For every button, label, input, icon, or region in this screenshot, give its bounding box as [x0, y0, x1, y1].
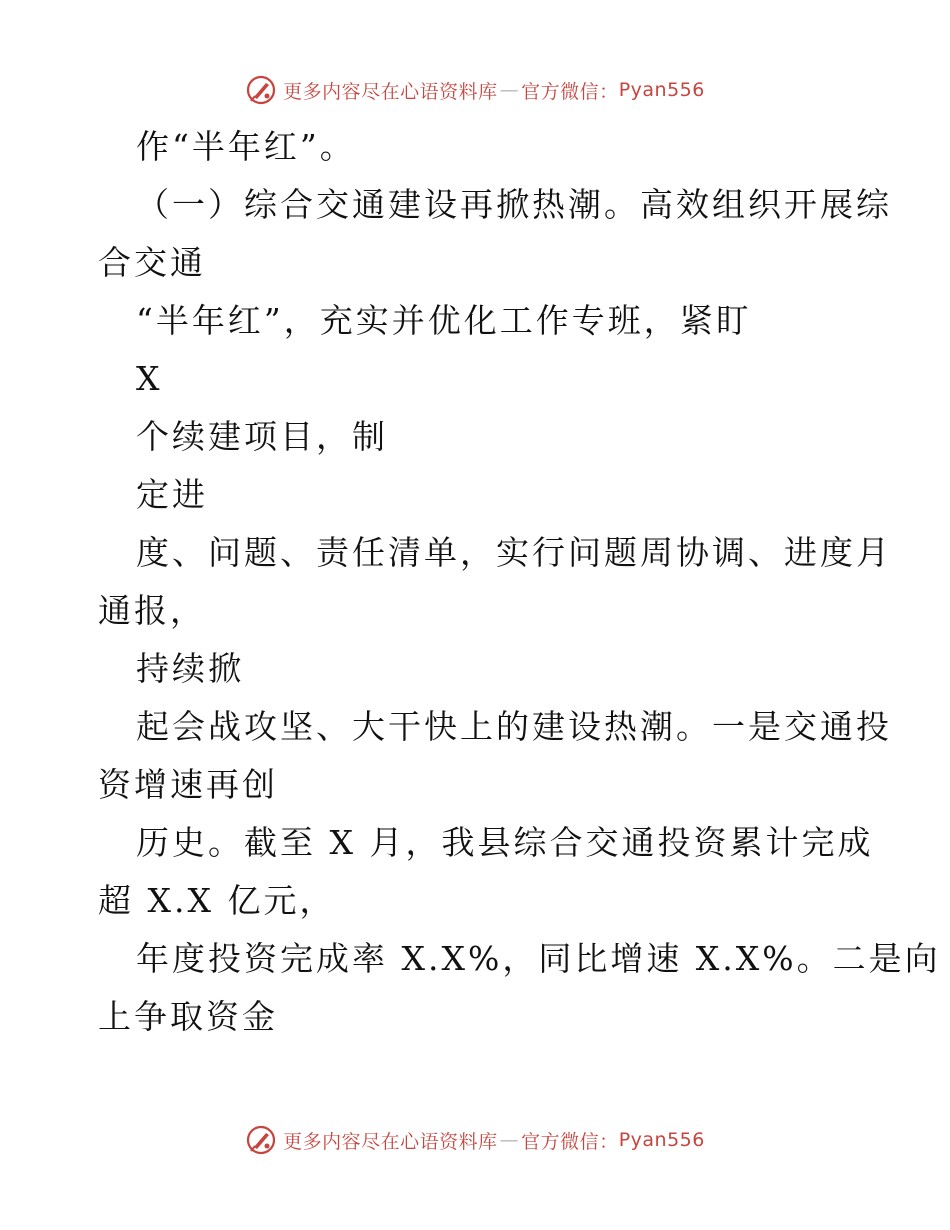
quill-pen-circle-icon	[245, 74, 277, 106]
watermark-wechat-label: 官方微信：	[521, 80, 619, 103]
text-line: 定进	[136, 475, 208, 514]
quill-pen-circle-icon	[245, 1124, 277, 1156]
watermark-separator: —	[499, 1129, 520, 1151]
text-line: （一）综合交通建设再掀热潮。高效组织开展综	[136, 185, 892, 224]
text-line: 起会战攻坚、大干快上的建设热潮。一是交通投	[136, 707, 892, 746]
text-line: 作“半年红”。	[136, 127, 356, 166]
header-watermark	[0, 70, 950, 110]
watermark-separator: —	[499, 79, 520, 101]
text-line: 资增速再创	[98, 765, 278, 804]
text-line: “半年红”，充实并优化工作专班，紧盯	[136, 301, 752, 340]
text-line: 个续建项目，制	[136, 417, 388, 456]
text-line: 上争取资金	[98, 997, 278, 1036]
text-line: 超 X.X 亿元，	[98, 881, 336, 920]
text-line: X	[136, 359, 163, 398]
document-body	[98, 118, 941, 1046]
watermark-handle: Pyan556	[618, 1129, 705, 1151]
text-line: 合交通	[98, 243, 206, 282]
watermark-handle: Pyan556	[618, 79, 705, 101]
watermark-main-text: 更多内容尽在心语资料库	[283, 80, 498, 103]
text-line: 持续掀	[136, 649, 244, 688]
watermark-main-text: 更多内容尽在心语资料库	[283, 1130, 498, 1153]
text-line: 年度投资完成率 X.X%，同比增速 X.X%。二是向	[136, 939, 941, 978]
watermark-wechat-label: 官方微信：	[521, 1130, 619, 1153]
text-line: 通报，	[98, 591, 206, 630]
text-line: 历史。截至 X 月，我县综合交通投资累计完成	[136, 823, 874, 862]
text-line: 度、问题、责任清单，实行问题周协调、进度月	[136, 533, 892, 572]
footer-watermark	[0, 1120, 950, 1160]
